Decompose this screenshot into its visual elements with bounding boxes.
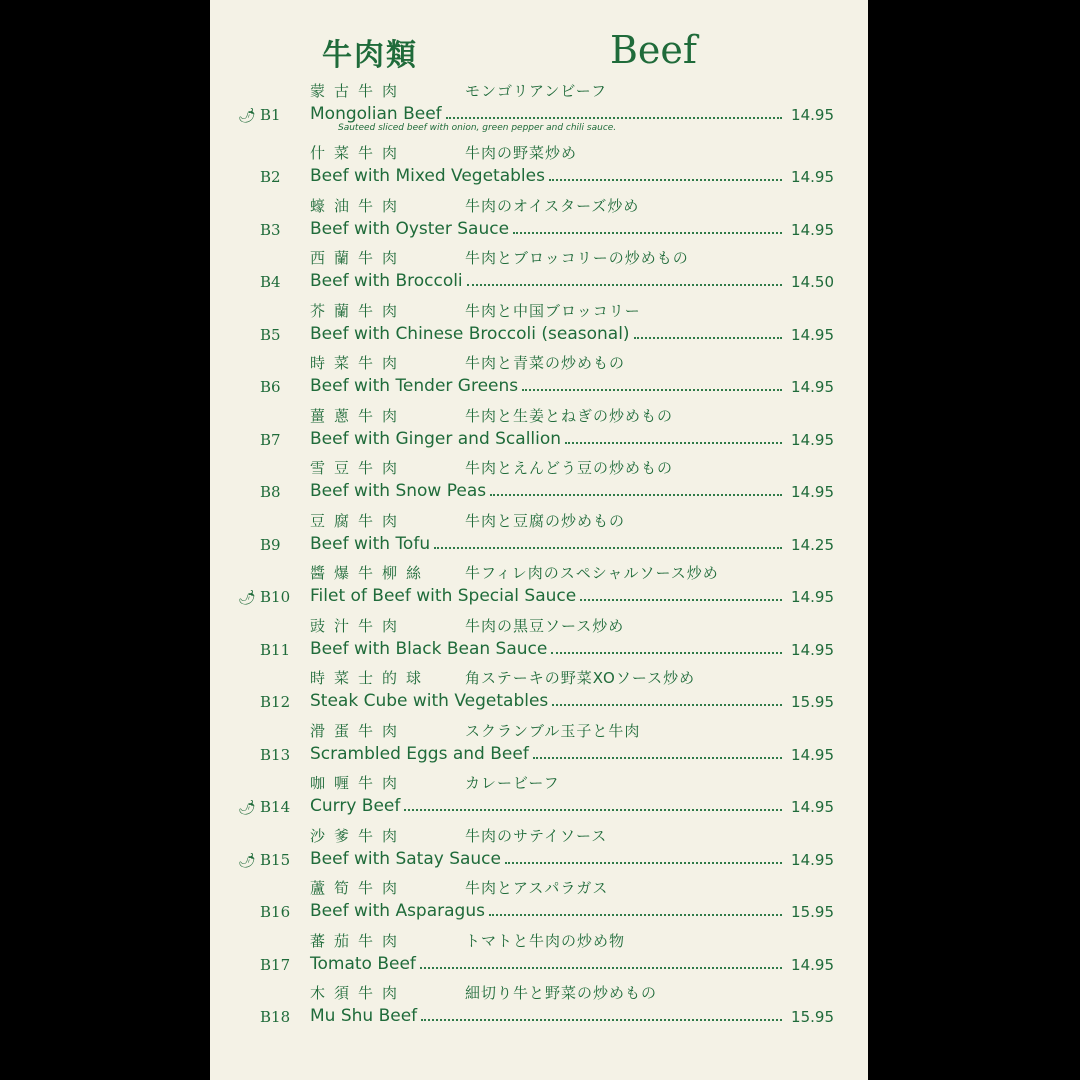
item-english-name: Beef with Broccoli bbox=[310, 271, 463, 291]
item-price: 14.50 bbox=[791, 273, 834, 291]
chili-pepper-icon: 🌶︎ bbox=[238, 852, 256, 869]
dot-leader bbox=[489, 914, 782, 916]
item-native-names bbox=[310, 405, 673, 426]
item-code: B8 bbox=[260, 483, 281, 501]
item-price: 14.95 bbox=[791, 798, 834, 816]
item-japanese-name: 牛肉と豆腐の炒めもの bbox=[465, 511, 626, 530]
item-english-name: Mongolian Beef bbox=[310, 104, 442, 124]
item-english-name: Beef with Oyster Sauce bbox=[310, 218, 510, 239]
item-native-names bbox=[310, 930, 625, 951]
item-code: B14 bbox=[260, 798, 291, 816]
item-chinese-name: 蒙古牛肉 bbox=[310, 82, 407, 100]
item-chinese-name: 豉汁牛肉 bbox=[310, 616, 407, 635]
item-japanese-name: 牛肉と生姜とねぎの炒めもの bbox=[465, 406, 674, 425]
item-japanese-name: 牛肉の野菜炒め bbox=[465, 144, 578, 162]
item-native-names bbox=[310, 247, 689, 268]
item-line bbox=[238, 1002, 834, 1026]
menu-item bbox=[210, 352, 868, 405]
item-price: 14.95 bbox=[791, 430, 834, 449]
menu-item bbox=[210, 142, 868, 195]
item-english-name: Beef with Snow Peas bbox=[310, 481, 487, 501]
item-line bbox=[238, 100, 834, 124]
item-line bbox=[238, 897, 834, 921]
item-chinese-name: 芥蘭牛肉 bbox=[310, 301, 407, 320]
item-native-names bbox=[310, 510, 625, 531]
item-code: B13 bbox=[260, 745, 291, 764]
dot-leader bbox=[446, 117, 782, 119]
item-english-name: Curry Beef bbox=[310, 796, 401, 816]
item-chinese-name: 西蘭牛肉 bbox=[310, 249, 407, 267]
item-price: 14.95 bbox=[791, 168, 834, 186]
item-chinese-name: 咖喱牛肉 bbox=[310, 774, 407, 792]
item-japanese-name: 細切り牛と野菜の炒めもの bbox=[465, 984, 658, 1002]
dot-leader bbox=[551, 652, 782, 654]
item-native-names bbox=[310, 352, 625, 373]
item-japanese-name: 牛肉とアスパラガス bbox=[465, 879, 609, 897]
item-japanese-name: カレービーフ bbox=[465, 774, 560, 792]
item-chinese-name: 薑蔥牛肉 bbox=[310, 406, 407, 425]
item-native-names bbox=[310, 720, 640, 741]
dot-leader bbox=[549, 179, 782, 181]
item-line bbox=[238, 950, 834, 974]
item-line bbox=[238, 372, 834, 396]
item-japanese-name: 牛肉のサテイソース bbox=[465, 826, 608, 845]
item-code: B4 bbox=[260, 273, 281, 291]
item-chinese-name: 醬爆牛柳絲 bbox=[310, 564, 431, 582]
item-english-name: Beef with Tofu bbox=[310, 533, 431, 554]
item-code: B16 bbox=[260, 903, 291, 921]
item-english-name: Scrambled Eggs and Beef bbox=[310, 743, 529, 764]
item-japanese-name: 牛肉と中国ブロッコリー bbox=[465, 301, 641, 320]
item-price: 15.95 bbox=[791, 1008, 834, 1026]
menu-item bbox=[210, 772, 868, 825]
item-japanese-name: 牛肉と青菜の炒めもの bbox=[465, 354, 626, 372]
dot-leader bbox=[634, 337, 782, 339]
menu-item bbox=[210, 667, 868, 720]
dot-leader bbox=[505, 862, 782, 864]
menu-item bbox=[210, 457, 868, 510]
item-price: 14.95 bbox=[791, 640, 834, 659]
item-native-names bbox=[310, 142, 577, 163]
item-chinese-name: 時菜士的球 bbox=[310, 669, 431, 687]
item-price: 14.95 bbox=[791, 483, 834, 501]
item-line bbox=[238, 582, 834, 606]
item-japanese-name: 牛肉とブロッコリーの炒めもの bbox=[465, 249, 689, 267]
item-chinese-name: 蘆筍牛肉 bbox=[310, 879, 407, 897]
item-description: Sauteed sliced beef with onion, green pepper and chili sauce. bbox=[338, 123, 617, 133]
item-chinese-name: 滑蛋牛肉 bbox=[310, 721, 407, 740]
item-code: B11 bbox=[260, 640, 291, 659]
item-chinese-name: 蕃茄牛肉 bbox=[310, 931, 407, 950]
item-price: 14.25 bbox=[791, 535, 834, 554]
menu-item bbox=[210, 300, 868, 353]
menu-page bbox=[210, 0, 868, 1080]
item-code: B7 bbox=[260, 430, 281, 449]
item-code: B10 bbox=[260, 588, 291, 606]
item-price: 14.95 bbox=[791, 850, 834, 869]
item-code: B6 bbox=[260, 378, 281, 396]
menu-item bbox=[210, 247, 868, 300]
item-native-names bbox=[310, 982, 657, 1003]
item-code: B9 bbox=[260, 535, 281, 554]
item-chinese-name: 什菜牛肉 bbox=[310, 144, 407, 162]
menu-item bbox=[210, 195, 868, 248]
item-english-name: Beef with Black Bean Sauce bbox=[310, 638, 548, 659]
item-code: B17 bbox=[260, 955, 291, 974]
item-chinese-name: 時菜牛肉 bbox=[310, 354, 407, 372]
item-english-name: Filet of Beef with Special Sauce bbox=[310, 586, 577, 606]
dot-leader bbox=[533, 757, 782, 759]
menu-item bbox=[210, 405, 868, 458]
item-japanese-name: トマトと牛肉の炒め物 bbox=[465, 931, 626, 950]
item-line bbox=[238, 320, 834, 344]
item-english-name: Beef with Chinese Broccoli (seasonal) bbox=[310, 323, 630, 344]
dot-leader bbox=[513, 232, 782, 234]
dot-leader bbox=[404, 809, 782, 811]
item-native-names bbox=[310, 667, 695, 688]
item-line bbox=[238, 635, 834, 659]
item-chinese-name: 蠔油牛肉 bbox=[310, 196, 407, 215]
dot-leader bbox=[421, 1019, 782, 1021]
item-english-name: Mu Shu Beef bbox=[310, 1006, 418, 1026]
menu-item bbox=[210, 615, 868, 668]
item-native-names bbox=[310, 772, 560, 793]
item-price: 14.95 bbox=[791, 745, 834, 764]
item-price: 14.95 bbox=[791, 325, 834, 344]
item-native-names bbox=[310, 80, 607, 101]
menu-item bbox=[210, 720, 868, 773]
item-native-names bbox=[310, 562, 719, 583]
item-line bbox=[238, 687, 834, 711]
item-native-names bbox=[310, 615, 624, 636]
item-code: B1 bbox=[260, 106, 281, 124]
menu-item bbox=[210, 562, 868, 615]
dot-leader bbox=[552, 704, 782, 706]
item-english-name: Beef with Mixed Vegetables bbox=[310, 166, 545, 186]
item-line bbox=[238, 162, 834, 186]
item-english-name: Beef with Asparagus bbox=[310, 901, 485, 921]
dot-leader bbox=[522, 389, 782, 391]
item-native-names bbox=[310, 300, 641, 321]
section-title-chinese: 牛肉類 bbox=[322, 38, 418, 73]
chili-pepper-icon: 🌶︎ bbox=[238, 108, 256, 124]
item-code: B12 bbox=[260, 693, 291, 711]
item-code: B15 bbox=[260, 850, 291, 869]
dot-leader bbox=[565, 442, 782, 444]
item-line bbox=[238, 530, 834, 554]
item-price: 14.95 bbox=[791, 955, 834, 974]
section-title-english: Beef bbox=[610, 28, 697, 72]
dot-leader bbox=[467, 284, 782, 286]
item-native-names bbox=[310, 195, 639, 216]
item-price: 14.95 bbox=[791, 588, 834, 606]
item-line bbox=[238, 792, 834, 816]
item-native-names bbox=[310, 457, 673, 478]
item-japanese-name: 牛肉とえんどう豆の炒めもの bbox=[465, 459, 674, 477]
item-japanese-name: モンゴリアンビーフ bbox=[465, 82, 608, 100]
dot-leader bbox=[580, 599, 782, 601]
item-code: B3 bbox=[260, 220, 281, 239]
item-japanese-name: 牛フィレ肉のスペシャルソース炒め bbox=[465, 564, 719, 582]
item-english-name: Beef with Tender Greens bbox=[310, 376, 519, 396]
chili-pepper-icon: 🌶︎ bbox=[238, 800, 256, 816]
item-code: B5 bbox=[260, 325, 281, 344]
item-line bbox=[238, 740, 834, 764]
item-chinese-name: 雪豆牛肉 bbox=[310, 459, 407, 477]
item-price: 14.95 bbox=[791, 378, 834, 396]
menu-item bbox=[210, 510, 868, 563]
item-native-names bbox=[310, 877, 608, 898]
menu-item bbox=[210, 930, 868, 983]
item-japanese-name: スクランブル玉子と牛肉 bbox=[465, 721, 641, 740]
item-line bbox=[238, 267, 834, 291]
item-line bbox=[238, 425, 834, 449]
item-code: B18 bbox=[260, 1008, 291, 1026]
item-english-name: Tomato Beef bbox=[310, 953, 416, 974]
item-code: B2 bbox=[260, 168, 281, 186]
menu-item bbox=[210, 982, 868, 1035]
item-line bbox=[238, 215, 834, 239]
item-chinese-name: 木須牛肉 bbox=[310, 984, 407, 1002]
item-price: 14.95 bbox=[791, 106, 834, 124]
item-price: 14.95 bbox=[791, 220, 834, 239]
menu-item bbox=[210, 825, 868, 878]
item-english-name: Steak Cube with Vegetables bbox=[310, 691, 549, 711]
item-japanese-name: 牛肉のオイスターズ炒め bbox=[465, 196, 640, 215]
chili-pepper-icon: 🌶︎ bbox=[238, 590, 256, 606]
menu-item-list bbox=[210, 80, 868, 1035]
item-line bbox=[238, 845, 834, 869]
dot-leader bbox=[420, 967, 782, 969]
dot-leader bbox=[490, 494, 782, 496]
item-price: 15.95 bbox=[791, 903, 834, 921]
item-chinese-name: 豆腐牛肉 bbox=[310, 511, 407, 530]
item-japanese-name: 牛肉の黒豆ソース炒め bbox=[465, 616, 625, 635]
item-line bbox=[238, 477, 834, 501]
item-native-names bbox=[310, 825, 607, 846]
menu-item bbox=[210, 877, 868, 930]
item-chinese-name: 沙爹牛肉 bbox=[310, 826, 407, 845]
item-japanese-name: 角ステーキの野菜XOソース炒め bbox=[465, 669, 696, 687]
item-price: 15.95 bbox=[791, 693, 834, 711]
item-english-name: Beef with Satay Sauce bbox=[310, 848, 501, 869]
dot-leader bbox=[434, 547, 782, 549]
item-english-name: Beef with Ginger and Scallion bbox=[310, 428, 562, 449]
